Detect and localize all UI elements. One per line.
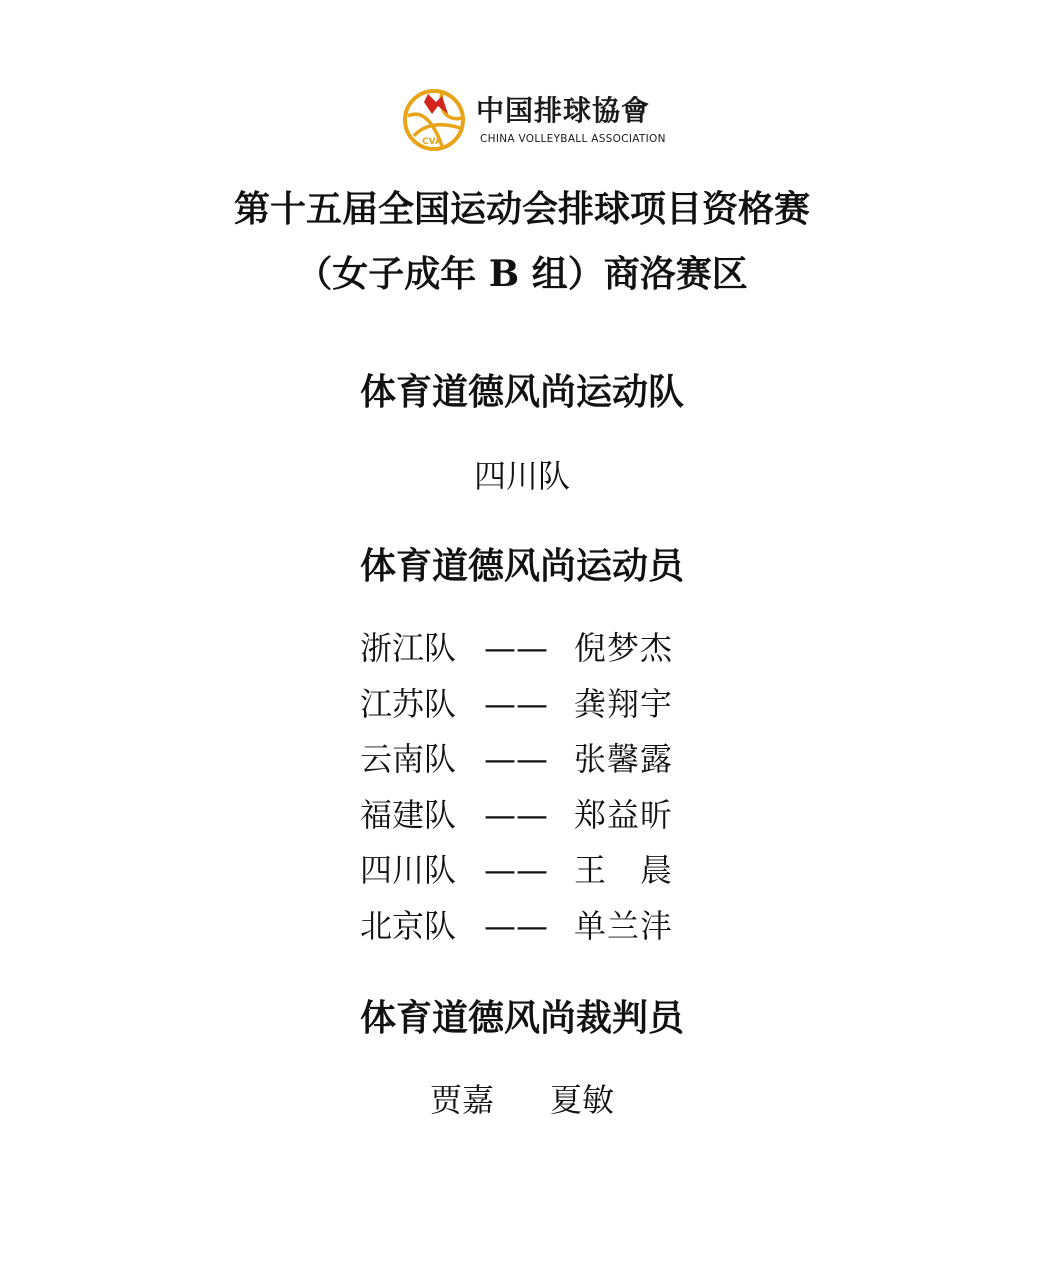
athlete-list [360, 628, 700, 961]
athlete-name: 王 晨 [574, 851, 674, 889]
sportsmanship-team-name: 四川队 [473, 457, 570, 495]
athlete-dash: —— [484, 795, 548, 834]
emblem-text: CVA [422, 137, 442, 147]
athlete-team: 福建队 [360, 795, 457, 834]
athlete-name: 龚翔宇 [574, 684, 674, 723]
logo-name-en: CHINA VOLLEYBALL ASSOCIATION [480, 133, 666, 145]
athlete-team: 四川队 [360, 851, 457, 889]
athlete-team: 江苏队 [360, 684, 457, 723]
athlete-dash: —— [484, 740, 548, 778]
event-title-line-1: 第十五届全国运动会排球项目资格赛 [233, 188, 810, 230]
athlete-team: 北京队 [360, 906, 457, 945]
athlete-dash: —— [484, 851, 548, 889]
referee-names [0, 1080, 1044, 1120]
athlete-name: 倪梦杰 [574, 629, 674, 667]
athlete-name: 张馨露 [574, 740, 674, 778]
volleyball-emblem-icon [402, 88, 466, 152]
athlete-dash: —— [484, 629, 548, 667]
sportsmanship-referees-heading: 体育道德风尚裁判员 [359, 997, 684, 1039]
sportsmanship-team-heading: 体育道德风尚运动队 [359, 371, 684, 413]
athlete-row [360, 628, 700, 684]
referee-name: 夏敏 [550, 1081, 615, 1119]
athlete-name: 郑益昕 [574, 795, 674, 834]
athlete-dash: —— [484, 906, 548, 945]
cva-logo [402, 88, 666, 154]
logo-name-cn: 中国排球協會 [476, 94, 651, 127]
athlete-row [360, 684, 700, 740]
athlete-name: 单兰沣 [574, 906, 674, 945]
athlete-team: 浙江队 [360, 629, 457, 667]
athlete-team: 云南队 [360, 740, 457, 778]
athlete-row [360, 739, 700, 795]
athlete-row [360, 795, 700, 851]
athlete-dash: —— [484, 684, 548, 723]
sportsmanship-athletes-heading: 体育道德风尚运动员 [359, 545, 684, 587]
event-title-line-2: （女子成年 B 组）商洛赛区 [296, 253, 748, 295]
athlete-row [360, 906, 700, 962]
athlete-row [360, 850, 700, 906]
referee-name: 贾嘉 [429, 1081, 494, 1119]
